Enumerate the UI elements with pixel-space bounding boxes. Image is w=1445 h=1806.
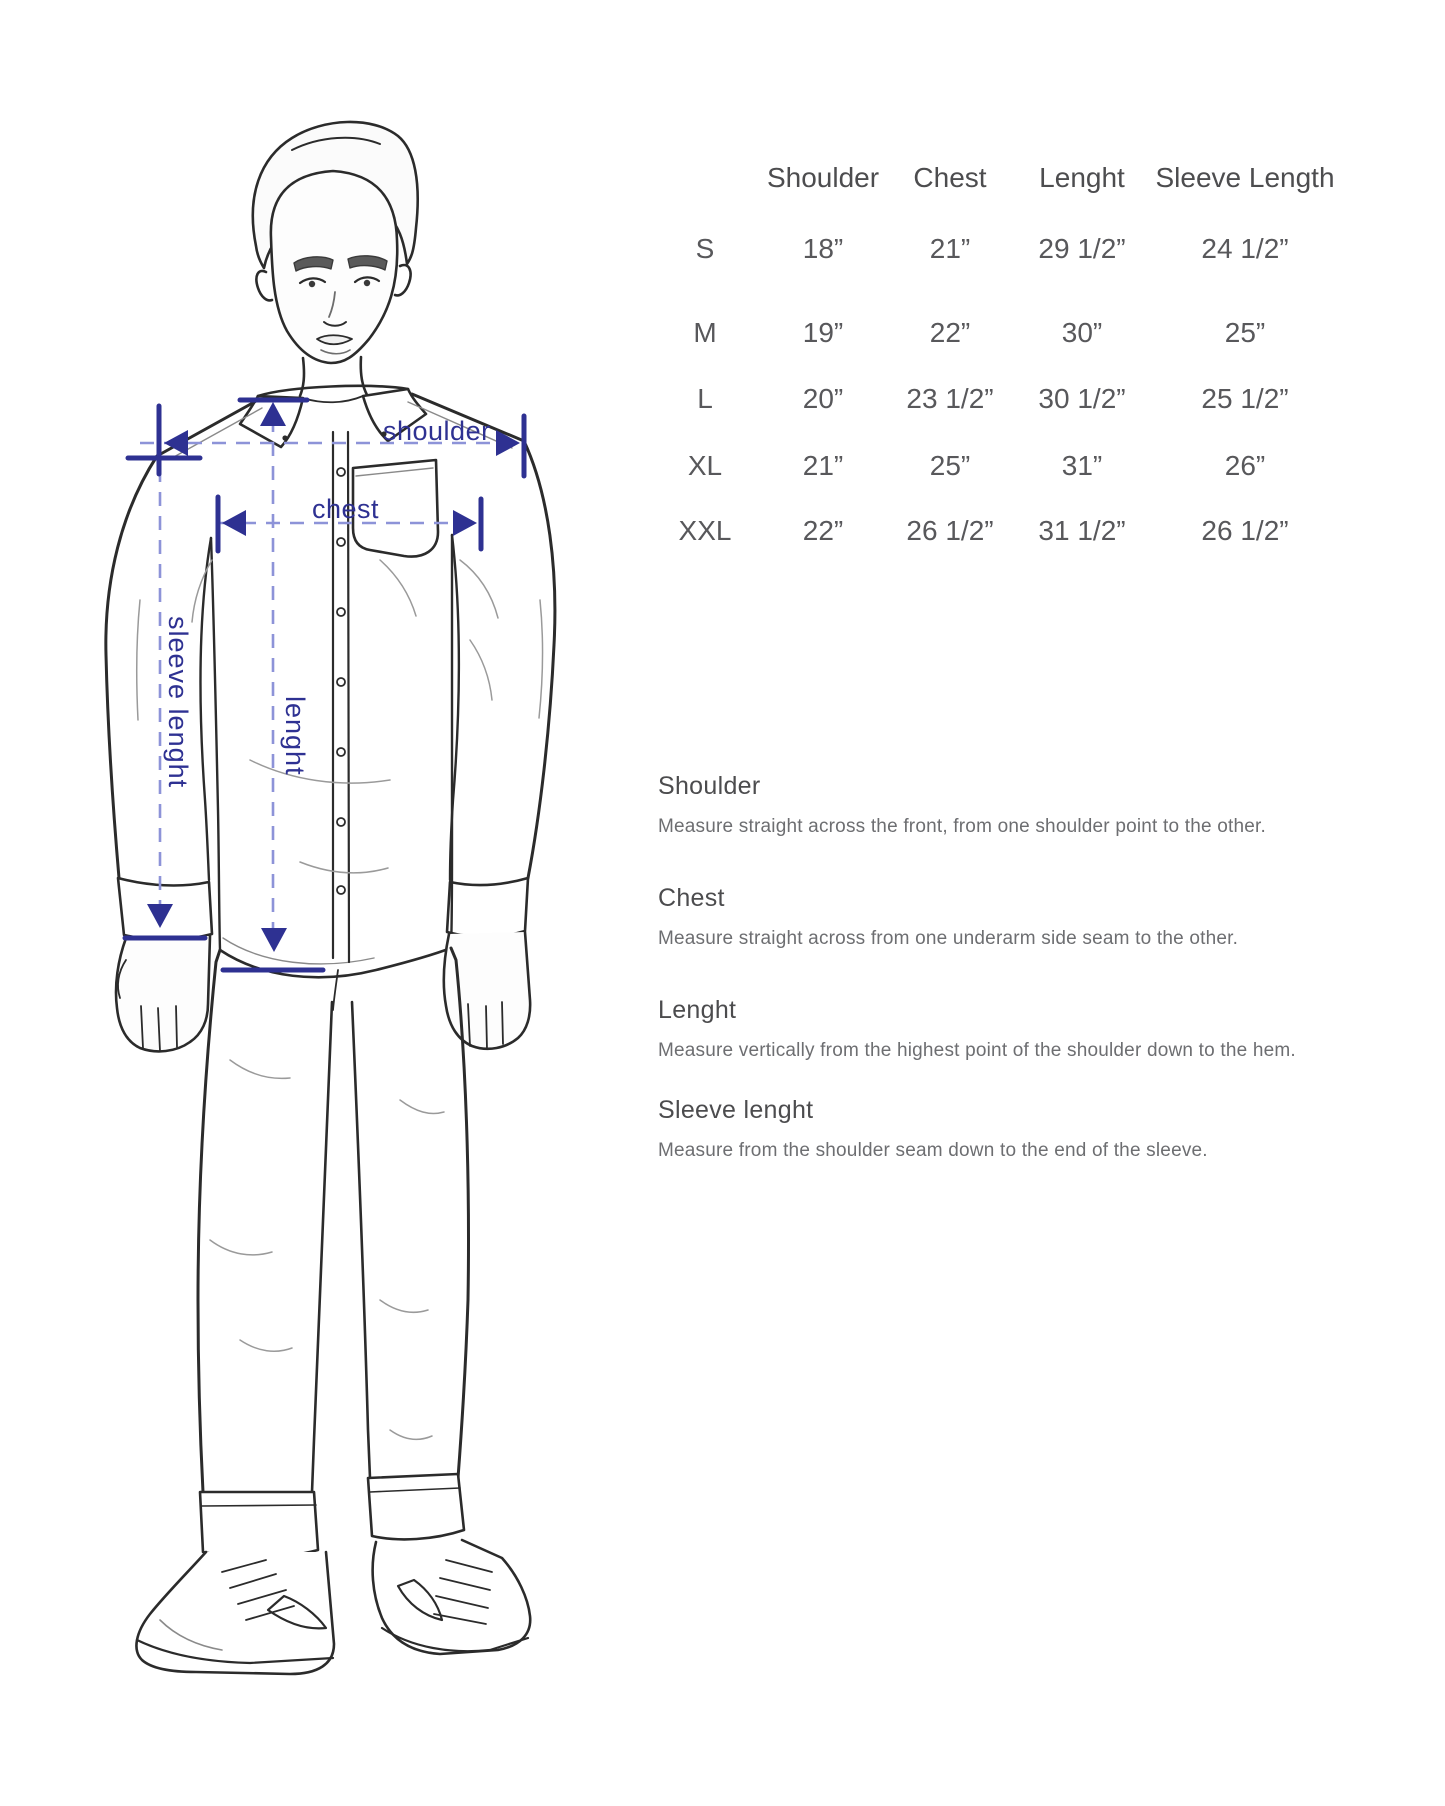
measurement-value: 20” (802, 383, 844, 414)
measurement-value: 25” (1224, 317, 1266, 348)
size-chart-row-m (0, 313, 1445, 353)
measurement-value: 18” (802, 233, 844, 264)
size-label: XXL (678, 515, 732, 546)
measurement-value: 23 1/2” (906, 383, 994, 414)
measurement-value: 22” (802, 515, 844, 546)
size-label: L (697, 383, 713, 414)
measurement-value: 21” (929, 233, 971, 264)
definition-description: Measure straight across the front, from one shoulder point to the other. (658, 816, 1266, 837)
measurement-value: 25” (929, 450, 971, 481)
measurement-value: 22” (929, 317, 971, 348)
definition-item-sleeve-length (658, 1096, 1388, 1162)
measurement-value: 29 1/2” (1038, 233, 1126, 264)
column-header-chest: Chest (913, 162, 987, 193)
measurement-value: 26 1/2” (906, 515, 994, 546)
measurement-value: 31 1/2” (1038, 515, 1126, 546)
definition-item-length (658, 996, 1388, 1062)
size-chart-header-row (0, 158, 1445, 198)
definition-description: Measure vertically from the highest point of the shoulder down to the hem. (658, 1040, 1296, 1061)
size-chart-row-s (0, 229, 1445, 269)
measurement-value: 24 1/2” (1201, 233, 1289, 264)
size-label: S (695, 233, 715, 264)
measurement-value: 30” (1061, 317, 1103, 348)
chest-measure-label: chest (312, 494, 380, 524)
size-label: XL (687, 450, 723, 481)
sleeve-length-measure-label: sleeve lenght (163, 616, 193, 789)
measurement-value: 21” (802, 450, 844, 481)
definition-description: Measure from the shoulder seam down to the end of the sleeve. (658, 1140, 1208, 1161)
measurement-value: 25 1/2” (1201, 383, 1289, 414)
size-chart-row-xxl (0, 511, 1445, 551)
column-header-length: Lenght (1039, 162, 1125, 193)
measurement-value: 31” (1061, 450, 1103, 481)
definition-term: Sleeve lenght (658, 1096, 814, 1124)
definition-term: Shoulder (658, 772, 761, 800)
definition-description: Measure straight across from one underarm side seam to the other. (658, 928, 1239, 949)
definition-term: Lenght (658, 996, 737, 1024)
shoulder-measure-label: shoulder (383, 416, 491, 446)
measurement-value: 26” (1224, 450, 1266, 481)
size-label: M (693, 317, 717, 348)
measurement-value: 19” (802, 317, 844, 348)
measurement-value: 26 1/2” (1201, 515, 1289, 546)
column-header-sleeve-length: Sleeve Length (1155, 162, 1335, 193)
definition-item-shoulder (658, 772, 1388, 838)
size-chart-row-xl (0, 446, 1445, 486)
mannequin-line-art (106, 122, 555, 1674)
measurement-value: 30 1/2” (1038, 383, 1126, 414)
column-header-shoulder: Shoulder (766, 162, 880, 193)
definition-term: Chest (658, 884, 725, 912)
size-chart-row-l (0, 379, 1445, 419)
definition-item-chest (658, 884, 1388, 950)
length-measure-label: lenght (280, 696, 310, 776)
